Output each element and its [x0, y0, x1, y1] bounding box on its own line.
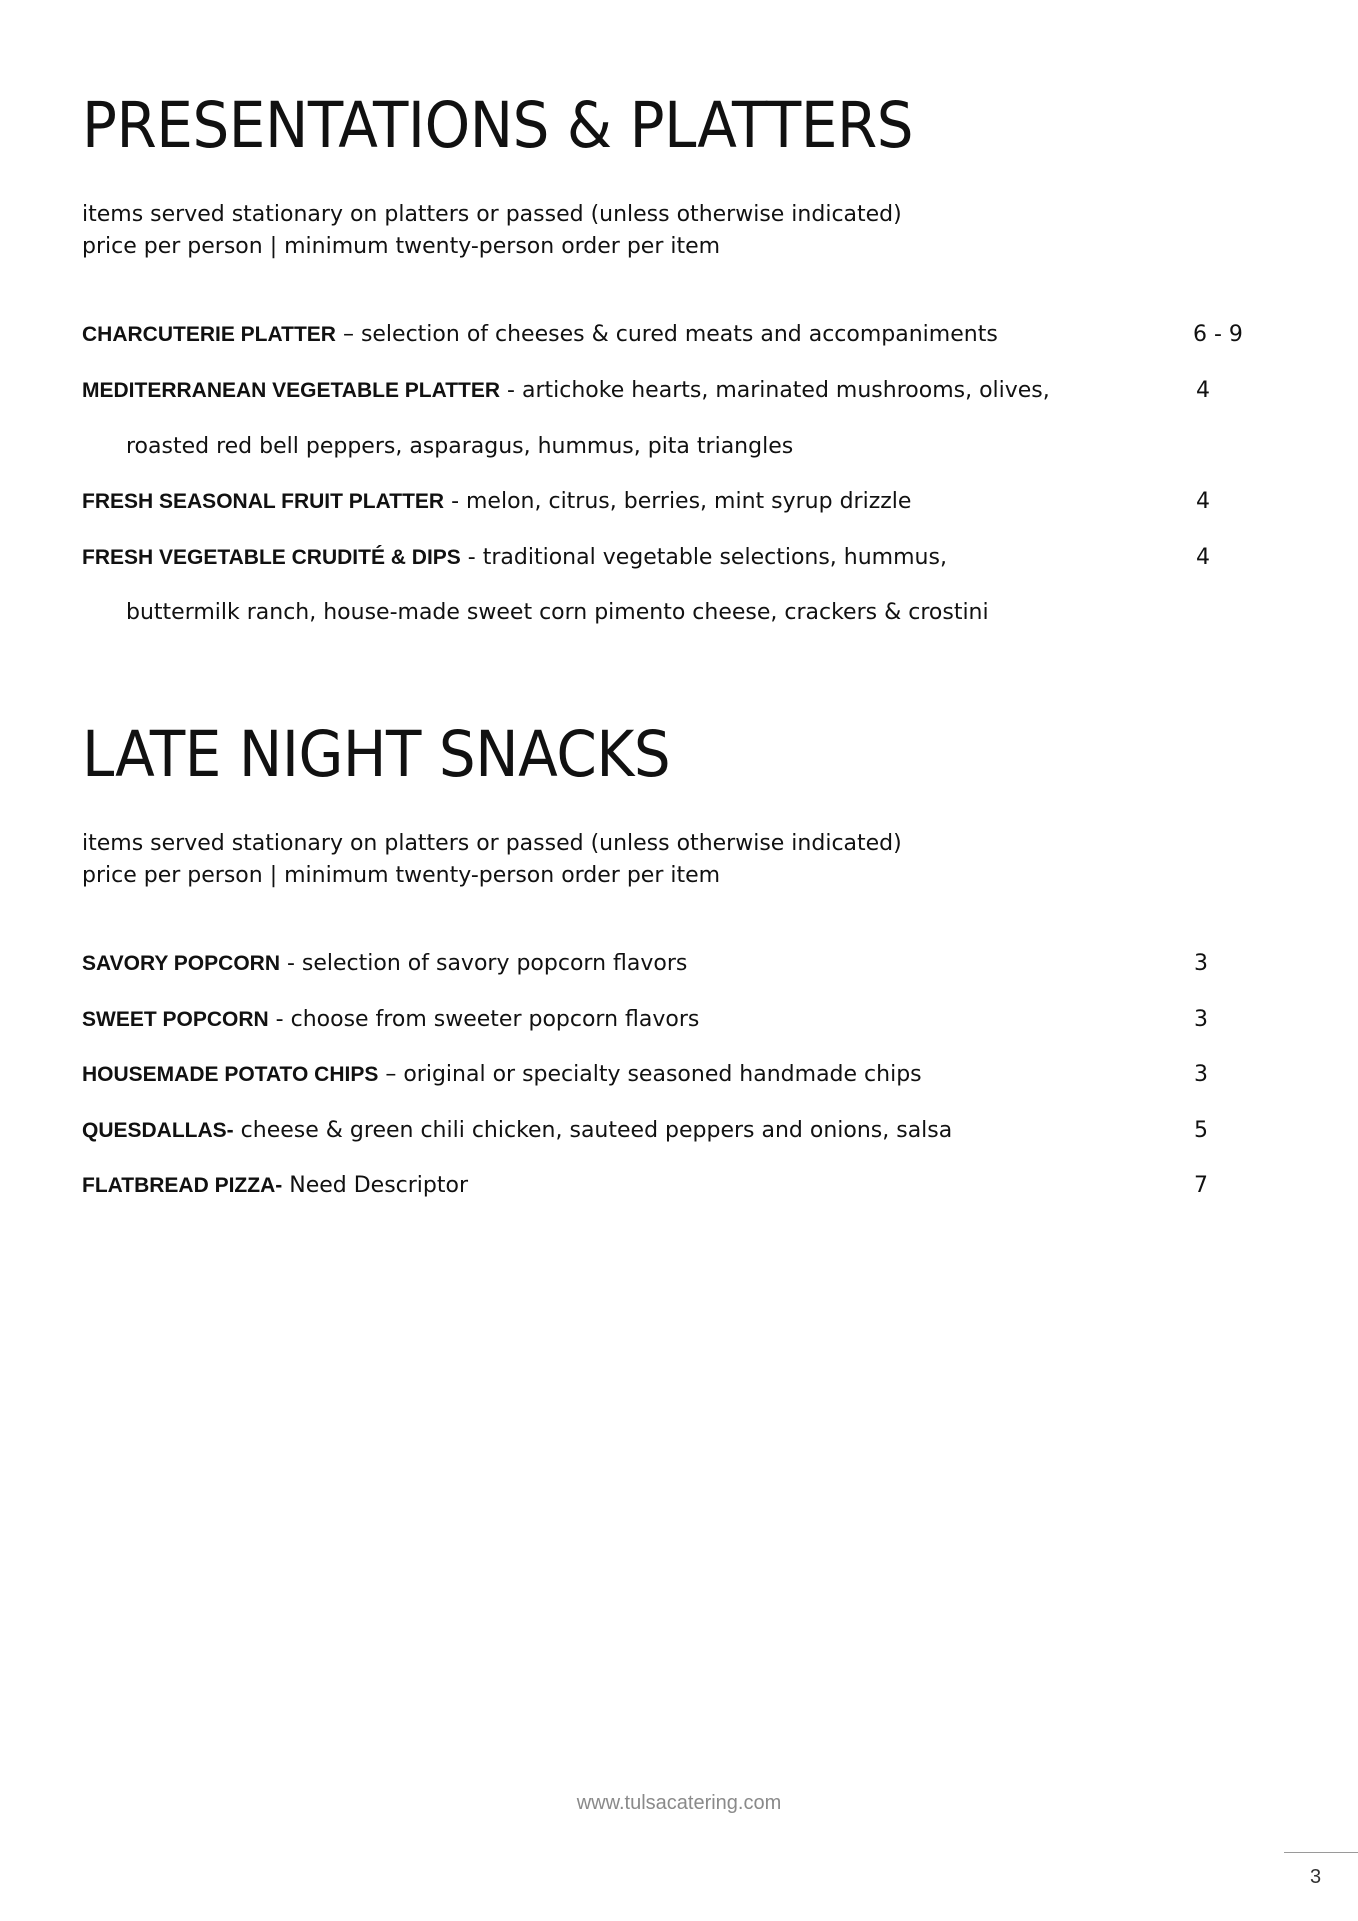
section-title: PRESENTATIONS & PLATTERS	[82, 89, 914, 162]
section-subtitle: price per person | minimum twenty-person order per item	[82, 863, 721, 888]
menu-item-price: 3	[1194, 951, 1208, 976]
menu-item	[82, 1005, 1242, 1035]
menu-item-price: 4	[1196, 378, 1210, 403]
menu-item-description: Need Descriptor	[282, 1173, 469, 1198]
menu-item	[82, 487, 1242, 517]
section-subtitle: price per person | minimum twenty-person order per item	[82, 234, 721, 259]
menu-item-name: HOUSEMADE POTATO CHIPS	[82, 1063, 379, 1086]
page-number-rule	[1284, 1852, 1358, 1853]
menu-item-description: - melon, citrus, berries, mint syrup drizzle	[444, 489, 912, 514]
menu-item	[82, 320, 1242, 350]
menu-item-price: 6 - 9	[1193, 322, 1243, 347]
menu-item-name: FRESH VEGETABLE CRUDITÉ & DIPS	[82, 546, 461, 569]
menu-item	[82, 543, 1242, 573]
menu-item-price: 4	[1196, 545, 1210, 570]
menu-item	[82, 1116, 1242, 1146]
page-number: 3	[1310, 1866, 1322, 1888]
menu-item-description: - selection of savory popcorn flavors	[279, 951, 688, 976]
menu-item-price: 3	[1194, 1062, 1208, 1087]
menu-item-name: SAVORY POPCORN	[82, 952, 280, 975]
menu-item-continuation: buttermilk ranch, house-made sweet corn pimento cheese, crackers & crostini	[126, 600, 989, 625]
section-subtitle: items served stationary on platters or passed (unless otherwise indicated)	[82, 831, 902, 856]
menu-item-name: MEDITERRANEAN VEGETABLE PLATTER	[82, 379, 501, 402]
menu-item	[82, 1171, 1242, 1201]
menu-item	[82, 1060, 1242, 1090]
section-subtitle: items served stationary on platters or passed (unless otherwise indicated)	[82, 202, 902, 227]
menu-item-price: 4	[1196, 489, 1210, 514]
menu-item-name: FRESH SEASONAL FRUIT PLATTER	[82, 490, 445, 513]
menu-item-name: CHARCUTERIE PLATTER	[82, 323, 336, 346]
section-title: LATE NIGHT SNACKS	[82, 718, 671, 791]
footer-website: www.tulsacatering.com	[576, 1792, 782, 1814]
menu-item-price: 5	[1194, 1118, 1208, 1143]
menu-item-name: FLATBREAD PIZZA-	[82, 1174, 283, 1197]
menu-item-description: - artichoke hearts, marinated mushrooms, olives,	[500, 378, 1050, 403]
menu-item-description: - traditional vegetable selections, hummus,	[460, 545, 947, 570]
menu-item-price: 3	[1194, 1007, 1208, 1032]
menu-item-price: 7	[1194, 1173, 1208, 1198]
menu-item-name: QUESDALLAS-	[82, 1119, 234, 1142]
menu-item	[82, 376, 1242, 406]
menu-item-description: - choose from sweeter popcorn flavors	[268, 1007, 700, 1032]
menu-item	[82, 949, 1242, 979]
menu-item-name: SWEET POPCORN	[82, 1008, 269, 1031]
menu-item-continuation: roasted red bell peppers, asparagus, hummus, pita triangles	[126, 434, 794, 459]
menu-item-description: – original or specialty seasoned handmade chips	[378, 1062, 922, 1087]
menu-item-description: – selection of cheeses & cured meats and accompaniments	[335, 322, 998, 347]
menu-item-description: cheese & green chili chicken, sauteed peppers and onions, salsa	[233, 1118, 953, 1143]
